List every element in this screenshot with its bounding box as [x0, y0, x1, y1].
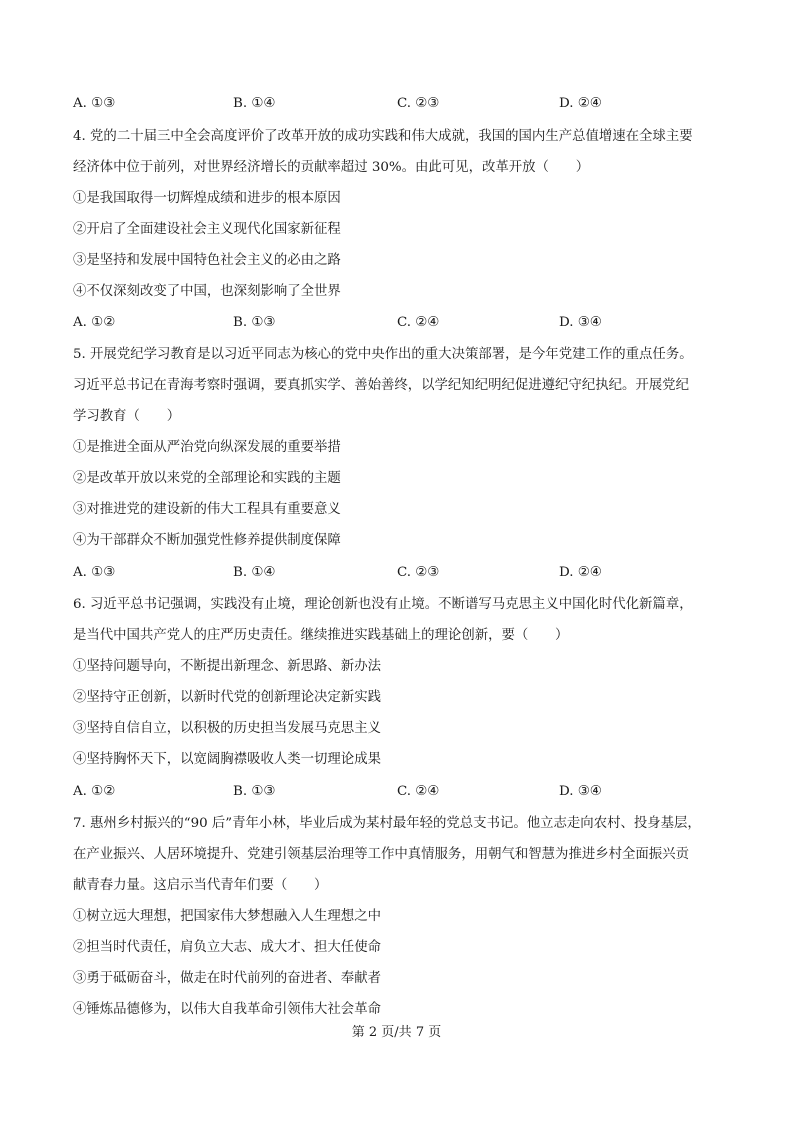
q7-statement-4: ④锤炼品德修为，以伟大自我革命引领伟大社会革命 — [73, 1002, 381, 1017]
q5-stem-line-1: 5. 开展党纪学习教育是以习近平同志为核心的党中央作出的重大决策部署，是今年党建工作的重点任务。 — [73, 347, 693, 362]
q5-option-d: D. ②④ — [559, 565, 602, 580]
q4-stem-line-2: 经济体中位于前列，对世界经济增长的贡献率超过 30%。由此可见，改革开放（ ） — [73, 160, 590, 175]
q3-options — [73, 95, 773, 113]
q3-option-b: B. ①④ — [233, 96, 276, 111]
q7-stem-line-3: 献青春力量。这启示当代青年们要（ ） — [73, 878, 328, 893]
q4-statement-4: ④不仅深刻改变了中国，也深刻影响了全世界 — [73, 284, 341, 299]
q5-option-b: B. ①④ — [233, 565, 276, 580]
q6-statement-4: ④坚持胸怀天下，以宽阔胸襟吸收人类一切理论成果 — [73, 752, 381, 767]
page-number-footer: 第 2 页/共 7 页 — [351, 1025, 442, 1040]
q4-option-a: A. ①② — [73, 315, 116, 330]
q6-option-d: D. ③④ — [559, 784, 602, 799]
q5-statement-1: ①是推进全面从严治党向纵深发展的重要举措 — [73, 440, 341, 455]
q5-option-c: C. ②③ — [397, 565, 440, 580]
q4-statement-2: ②开启了全面建设社会主义现代化国家新征程 — [73, 222, 341, 237]
q6-statement-2: ②坚持守正创新，以新时代党的创新理论决定新实践 — [73, 690, 381, 705]
q5-stem-line-3: 学习教育（ ） — [73, 409, 181, 424]
q6-option-c: C. ②④ — [397, 784, 440, 799]
q6-stem-line-2: 是当代中国共产党人的庄严历史责任。继续推进实践基础上的理论创新，要（ ） — [73, 628, 569, 643]
q6-options — [73, 783, 773, 801]
q3-option-c: C. ②③ — [397, 96, 440, 111]
q3-option-a: A. ①③ — [73, 96, 116, 111]
q3-option-d: D. ②④ — [559, 96, 602, 111]
q4-option-b: B. ①③ — [233, 315, 276, 330]
q5-options — [73, 564, 773, 582]
q5-stem-line-2: 习近平总书记在青海考察时强调，要真抓实学、善始善终，以学纪知纪明纪促进遵纪守纪执纪。开展党纪 — [73, 378, 689, 393]
q6-statement-1: ①坚持问题导向，不断提出新理念、新思路、新办法 — [73, 659, 381, 674]
q6-option-b: B. ①③ — [233, 784, 276, 799]
q7-statement-1: ①树立远大理想，把国家伟大梦想融入人生理想之中 — [73, 909, 381, 924]
q5-statement-4: ④为干部群众不断加强党性修养提供制度保障 — [73, 533, 341, 548]
q7-statement-3: ③勇于砥砺奋斗，做走在时代前列的奋进者、奉献者 — [73, 971, 381, 986]
q4-stem-line-1: 4. 党的二十届三中全会高度评价了改革开放的成功实践和伟大成就，我国的国内生产总值增速在全球主要 — [73, 129, 693, 144]
q4-statement-3: ③是坚持和发展中国特色社会主义的必由之路 — [73, 253, 341, 268]
q6-option-a: A. ①② — [73, 784, 116, 799]
q5-statement-2: ②是改革开放以来党的全部理论和实践的主题 — [73, 471, 341, 486]
q4-option-d: D. ③④ — [559, 315, 602, 330]
q5-statement-3: ③对推进党的建设新的伟大工程具有重要意义 — [73, 502, 341, 517]
q6-stem-line-1: 6. 习近平总书记强调，实践没有止境，理论创新也没有止境。不断谱写马克思主义中国化时代化新篇章， — [73, 597, 693, 612]
q6-statement-3: ③坚持自信自立，以积极的历史担当发展马克思主义 — [73, 721, 381, 736]
q4-options — [73, 314, 773, 332]
q7-stem-line-1: 7. 惠州乡村振兴的“90 后”青年小林，毕业后成为某村最年轻的党总支书记。他立志走向农村、投身基层， — [73, 816, 701, 831]
q7-statement-2: ②担当时代责任，肩负立大志、成大才、担大任使命 — [73, 940, 381, 955]
q4-statement-1: ①是我国取得一切辉煌成绩和进步的根本原因 — [73, 191, 341, 206]
q7-stem-line-2: 在产业振兴、人居环境提升、党建引领基层治理等工作中真情服务，用朝气和智慧为推进乡村全面振兴贡 — [73, 847, 689, 862]
q5-option-a: A. ①③ — [73, 565, 116, 580]
q4-option-c: C. ②④ — [397, 315, 440, 330]
